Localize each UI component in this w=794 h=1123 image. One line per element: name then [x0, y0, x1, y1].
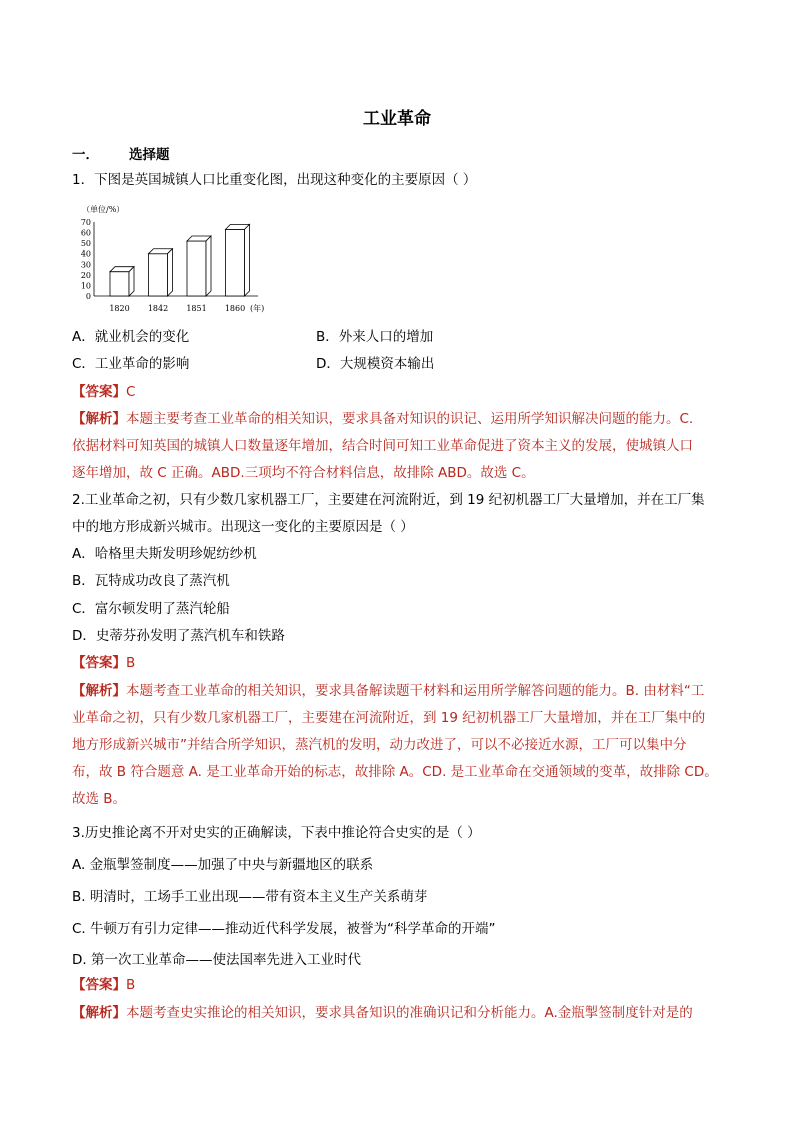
q1-option-b: B．外来人口的增加: [316, 329, 434, 345]
answer-tag: 【答案】: [72, 977, 126, 993]
q3-analysis-line: [72, 1004, 693, 1022]
chart-x-tick-label: 1851: [186, 304, 207, 313]
q1-analysis-line: 逐年增加，故 C 正确。ABD.三项均不符合材料信息，故排除 ABD。故选 C。: [72, 465, 535, 481]
question-1-stem: 1．下图是英国城镇人口比重变化图，出现这种变化的主要原因（ ）: [72, 172, 477, 188]
q3-option-c: C. 牛顿万有引力定律——推动近代科学发展，被誉为“科学革命的开端”: [72, 921, 496, 937]
q2-analysis-line: 业革命之初，只有少数几家机器工厂，主要建在河流附近，到 19 纪初机器工厂大量增加，并在工厂集中的: [72, 710, 706, 726]
chart-bar-front: [110, 272, 129, 296]
chart-x-tick-label: 1842: [147, 304, 169, 313]
section-heading: [72, 146, 170, 164]
q2-answer: [72, 654, 135, 672]
question-2-stem: 2.工业革命之初，只有少数几家机器工厂，主要建在河流附近，到 19 纪初机器工厂大量增加，并在工厂集: [72, 492, 705, 508]
q1-analysis-line: 依据材料可知英国的城镇人口数量逐年增加，结合时间可知工业革命促进了资本主义的发展，使城镇人口: [72, 438, 693, 454]
chart-bars: [110, 224, 250, 296]
chart-y-tick-label: 70: [80, 218, 91, 227]
q1-option-a: A．就业机会的变化: [72, 329, 190, 345]
q1-answer: [72, 383, 135, 401]
chart-bar-front: [187, 241, 206, 296]
q1-option-d: D．大规模资本输出: [316, 356, 435, 372]
analysis-tag: 【解析】: [72, 683, 126, 699]
answer-tag: 【答案】: [72, 655, 126, 671]
chart-unit-label: （单位/%）: [82, 205, 125, 214]
answer-value: B: [126, 655, 136, 671]
chart-bar-side: [206, 236, 211, 296]
chart-bar-side: [168, 249, 173, 296]
q3-option-b: B. 明清时，工场手工业出现——带有资本主义生产关系萌芽: [72, 889, 428, 905]
chart-y-tick-label: 0: [85, 292, 91, 301]
chart-y-tick-label: 20: [80, 270, 91, 280]
q2-analysis-line: 布，故 B 符合题意 A. 是工业革命开始的标志，故排除 A。CD. 是工业革命在交通领域的变革，故排除 CD。: [72, 764, 718, 780]
chart-x-unit: (年): [250, 304, 265, 313]
chart-bar-front: [149, 254, 168, 296]
q2-option-a: A．哈格里夫斯发明珍妮纺纱机: [72, 546, 257, 562]
q2-option-c: C．富尔顿发明了蒸汽轮船: [72, 601, 230, 617]
analysis-text: 本题主要考查工业革命的相关知识，要求具备对知识的识记、运用所学知识解决问题的能力。C.: [126, 411, 694, 427]
chart-x-ticks: [109, 304, 245, 313]
q3-option-d: D. 第一次工业革命——使法国率先进入工业时代: [72, 952, 361, 968]
chart-x-tick-label: 1860: [224, 304, 246, 313]
q2-option-b: B．瓦特成功改良了蒸汽机: [72, 573, 230, 589]
analysis-tag: 【解析】: [72, 411, 126, 427]
chart-y-ticks: [81, 218, 91, 301]
analysis-text: 本题考查史实推论的相关知识，要求具备知识的准确识记和分析能力。A.金瓶掣签制度针对是的: [126, 1005, 693, 1021]
q2-analysis-line: [72, 682, 704, 700]
q1-option-c: C．工业革命的影响: [72, 356, 190, 372]
chart-bar-side: [129, 267, 134, 296]
page-title: 工业革命: [363, 109, 431, 129]
question-2-stem: 中的地方形成新兴城市。出现这一变化的主要原因是（ ）: [72, 519, 414, 535]
chart-y-tick-label: 50: [80, 239, 91, 249]
section-number: 一．: [72, 147, 99, 163]
analysis-text: 本题考查工业革命的相关知识，要求具备解读题干材料和运用所学解答问题的能力。B. 由材料“工: [126, 683, 705, 699]
answer-value: B: [126, 977, 136, 993]
analysis-tag: 【解析】: [72, 1005, 126, 1021]
chart-bar-front: [226, 229, 245, 296]
answer-value: C: [126, 384, 136, 400]
section-name: 选择题: [129, 147, 170, 163]
chart-bar-side: [245, 224, 250, 296]
chart-y-tick-label: 30: [80, 260, 91, 270]
chart-bar: [187, 236, 211, 296]
chart-x-tick-label: 1820: [109, 304, 130, 313]
chart-y-tick-label: 10: [80, 281, 91, 291]
q2-option-d: D．史蒂芬孙发明了蒸汽机车和铁路: [72, 628, 285, 644]
q3-answer: [72, 976, 135, 994]
q3-option-a: A. 金瓶掣签制度——加强了中央与新疆地区的联系: [72, 857, 374, 873]
answer-tag: 【答案】: [72, 384, 126, 400]
q2-analysis-line: 故选 B。: [72, 791, 127, 807]
chart-y-tick-label: 40: [80, 249, 91, 259]
question-3-stem: 3.历史推论离不开对史实的正确解读，下表中推论符合史实的是（ ）: [72, 825, 481, 841]
chart-bar: [110, 267, 134, 296]
chart-bar: [226, 224, 250, 296]
chart-y-tick-label: 60: [80, 228, 91, 238]
population-bar-chart: [80, 203, 280, 315]
chart-bar: [149, 249, 173, 296]
q2-analysis-line: 地方形成新兴城市”并结合所学知识，蒸汽机的发明，动力改进了，可以不必接近水源，工厂可以集中分: [72, 737, 687, 753]
q1-analysis-line: [72, 410, 693, 428]
